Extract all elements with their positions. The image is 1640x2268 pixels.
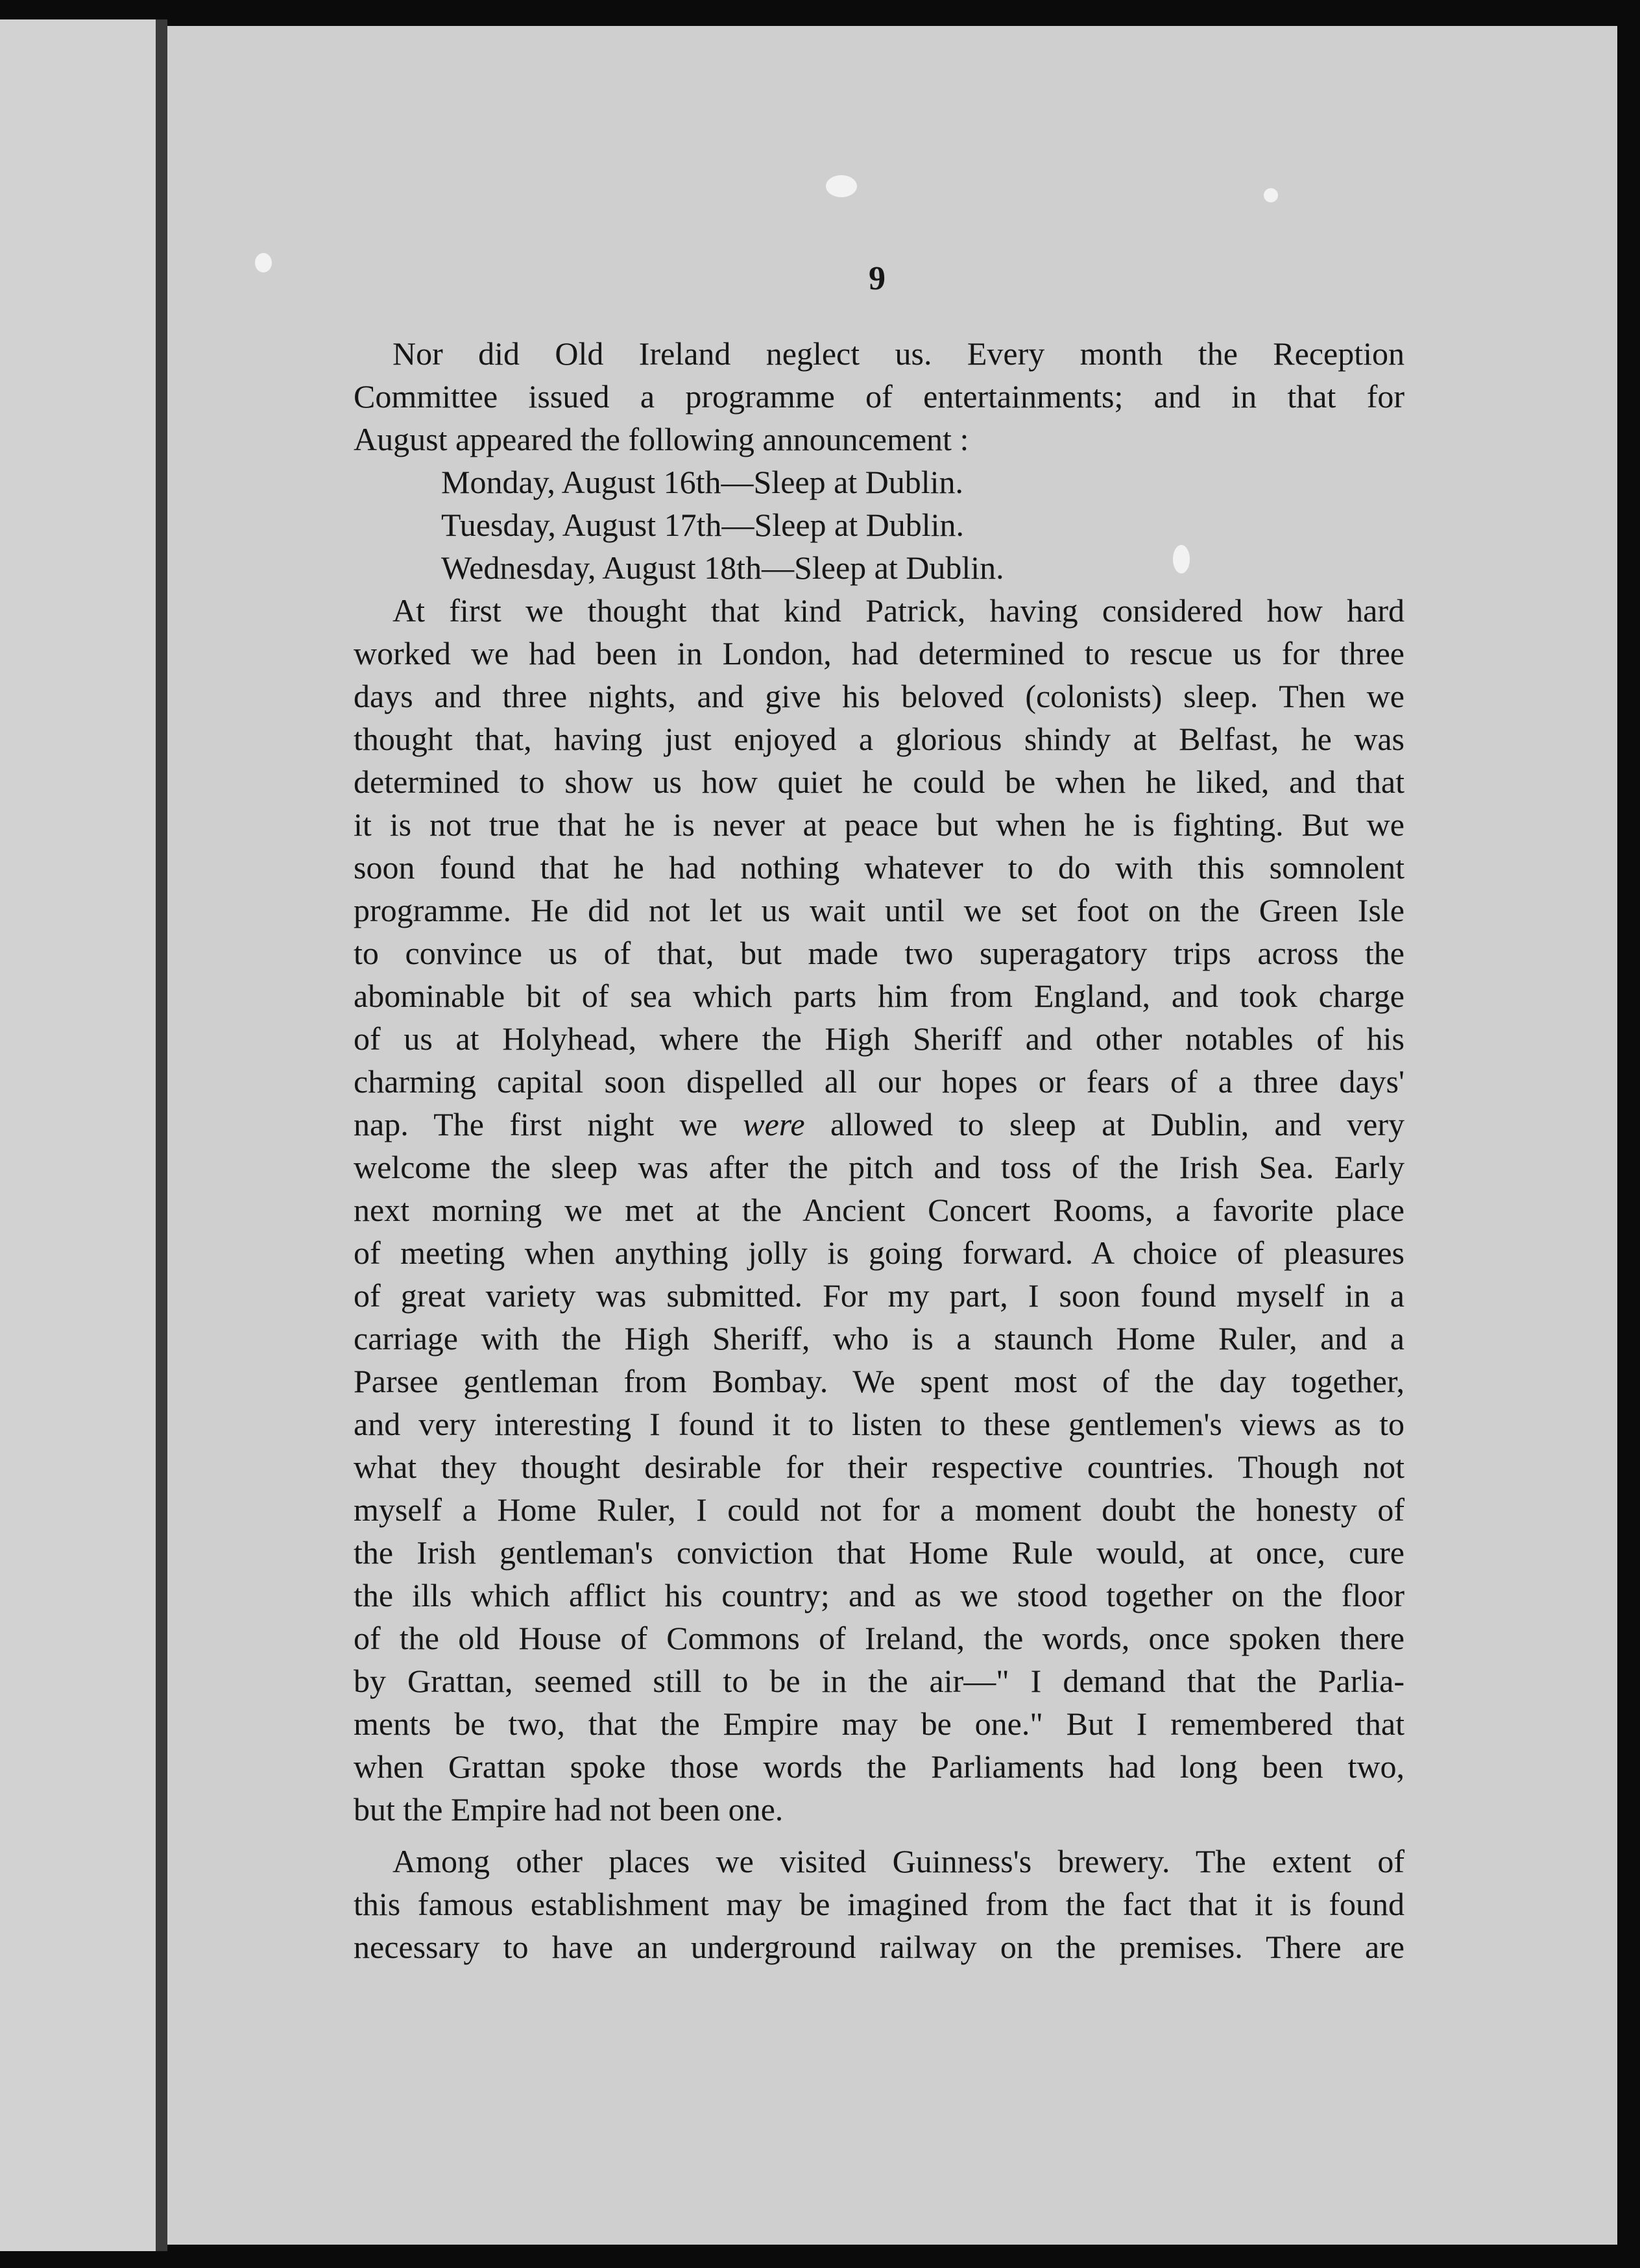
- page-number: 9: [869, 260, 886, 297]
- text-line: carriage with the High Sheriff, who is a staunch Home Ruler, and a: [354, 1320, 1405, 1357]
- text-line: worked we had been in London, had determined to rescue us for three: [354, 635, 1405, 671]
- text-line: Committee issued a programme of entertainments; and in that for: [354, 378, 1405, 415]
- text-line: the ills which afflict his country; and as we stood together on the floor: [354, 1577, 1405, 1613]
- text-line: charming capital soon dispelled all our hopes or fears of a three days': [354, 1063, 1405, 1100]
- text-line: it is not true that he is never at peace but when he is fighting. But we: [354, 806, 1405, 843]
- text-line: nap. The first night we were allowed to sleep at Dublin, and very: [354, 1106, 1405, 1142]
- text-line: welcome the sleep was after the pitch and toss of the Irish Sea. Early: [354, 1149, 1405, 1185]
- schedule-line: Wednesday, August 18th—Sleep at Dublin.: [441, 549, 1004, 586]
- text-line: and very interesting I found it to listen to these gentlemen's views as to: [354, 1406, 1405, 1442]
- text-line: next morning we met at the Ancient Concert Rooms, a favorite place: [354, 1192, 1405, 1228]
- text-line: this famous establishment may be imagined from the fact that it is found: [354, 1886, 1405, 1922]
- facing-page-edge: [0, 19, 161, 2251]
- text-line: Among other places we visited Guinness's brewery. The extent of: [392, 1843, 1405, 1879]
- text-line: of us at Holyhead, where the High Sheriff and other notables of his: [354, 1020, 1405, 1057]
- text-line: of great variety was submitted. For my part, I soon found myself in a: [354, 1277, 1405, 1314]
- text-line: determined to show us how quiet he could be when he liked, and that: [354, 764, 1405, 800]
- schedule-line: Monday, August 16th—Sleep at Dublin.: [441, 464, 964, 500]
- text-line: of the old House of Commons of Ireland, the words, once spoken there: [354, 1620, 1405, 1656]
- text-line: Nor did Old Ireland neglect us. Every month the Reception: [392, 335, 1405, 372]
- text-line: by Grattan, seemed still to be in the air—" I demand that the Parlia-: [354, 1663, 1405, 1699]
- text-line: programme. He did not let us wait until we set foot on the Green Isle: [354, 892, 1405, 928]
- text-line: soon found that he had nothing whatever to do with this somnolent: [354, 849, 1405, 886]
- text-line: At first we thought that kind Patrick, having considered how hard: [392, 592, 1405, 629]
- schedule-line: Tuesday, August 17th—Sleep at Dublin.: [441, 507, 965, 543]
- text-line: ments be two, that the Empire may be one." But I remembered that: [354, 1706, 1405, 1742]
- text-line: of meeting when anything jolly is going forward. A choice of pleasures: [354, 1235, 1405, 1271]
- text-line: what they thought desirable for their respective countries. Though not: [354, 1449, 1405, 1485]
- text-line: myself a Home Ruler, I could not for a moment doubt the honesty of: [354, 1491, 1405, 1528]
- text-line: when Grattan spoke those words the Parliaments had long been two,: [354, 1748, 1405, 1785]
- text-line: Parsee gentleman from Bombay. We spent most of the day together,: [354, 1363, 1405, 1399]
- text-line: the Irish gentleman's conviction that Home Rule would, at once, cure: [354, 1534, 1405, 1571]
- paper-speck: [826, 175, 857, 197]
- text-line: thought that, having just enjoyed a glorious shindy at Belfast, he was: [354, 721, 1405, 757]
- text-line: necessary to have an underground railway on the premises. There are: [354, 1929, 1405, 1965]
- text-line: abominable bit of sea which parts him from England, and took charge: [354, 978, 1405, 1014]
- text-line: but the Empire had not been one.: [354, 1791, 784, 1828]
- book-gutter: [156, 19, 167, 2251]
- text-line: August appeared the following announcement :: [354, 421, 969, 457]
- text-line: days and three nights, and give his beloved (colonists) sleep. Then we: [354, 678, 1405, 714]
- paper-speck: [255, 253, 272, 272]
- body-text: [354, 332, 1405, 1968]
- text-line: to convince us of that, but made two superagatory trips across the: [354, 935, 1405, 971]
- paper-speck: [1264, 188, 1278, 202]
